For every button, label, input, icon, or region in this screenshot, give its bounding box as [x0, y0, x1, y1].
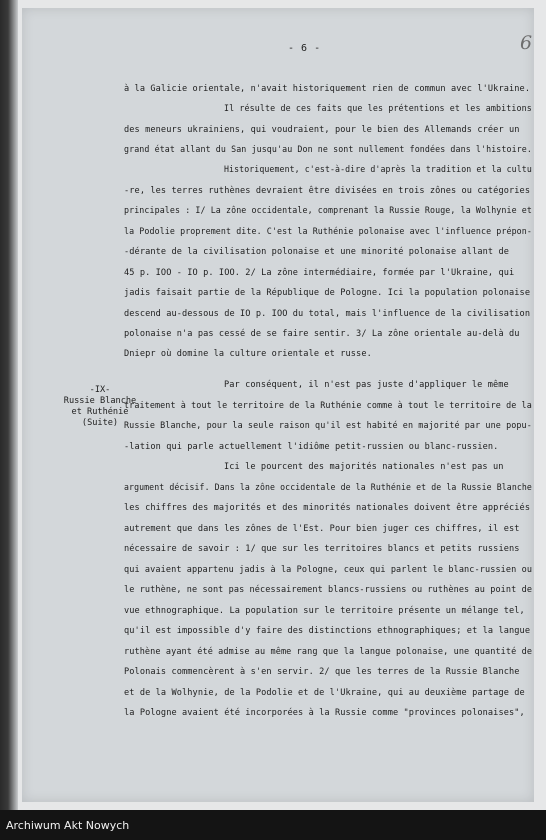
margin-note-line: -IX-	[89, 385, 111, 395]
document-page	[22, 8, 534, 802]
body-line: vue ethnographique. La population sur le territoire présente un mélange tel,	[124, 606, 525, 616]
body-line: principales : I/ La zône occidentale, comprenant la Russie Rouge, la Wolhynie et	[124, 206, 532, 216]
body-line: Polonais commencèrent à s'en servir. 2/ que les terres de la Russie Blanche	[124, 667, 520, 677]
body-line: autrement que dans les zônes de l'Est. Pour bien juger ces chiffres, il est	[124, 524, 520, 534]
body-line: -lation qui parle actuellement l'idiôme petit-russien ou blanc-russien.	[124, 442, 499, 452]
archive-name: Archiwum Akt Nowych	[6, 819, 130, 832]
body-line: Par conséquent, il n'est pas juste d'appliquer le même	[224, 380, 509, 390]
body-line: et de la Wolhynie, de la Podolie et de l'Ukraine, qui au deuxième partage de	[124, 688, 525, 698]
body-line: polonaise n'a pas cessé de se faire sentir. 3/ La zône orientale au-delà du	[124, 329, 520, 339]
margin-note-line: (Suite)	[81, 418, 119, 428]
body-line: 45 p. IOO - IO p. IOO. 2/ La zône intermédiaire, formée par l'Ukraine, qui	[124, 268, 515, 278]
body-line: argument décisif. Dans la zône occidentale de la Ruthénie et de la Russie Blanche	[124, 483, 532, 493]
body-line: traitement à tout le territoire de la Ruthénie comme à tout le territoire de la	[124, 401, 532, 411]
body-line: à la Galicie orientale, n'avait historiquement rien de commun avec l'Ukraine.	[124, 84, 531, 94]
body-line: Dniepr où domine la culture orientale et russe.	[124, 349, 372, 359]
page-number: - 6 -	[288, 43, 321, 54]
body-line: les chiffres des majorités et des minorités nationales doivent être appréciés	[124, 503, 531, 513]
body-line: le ruthène, ne sont pas nécessairement blancs-russiens ou ruthènes au point de	[124, 585, 533, 595]
handwritten-page-number: 6	[520, 32, 533, 54]
body-line: Ici le pourcent des majorités nationales n'est pas un	[224, 462, 504, 472]
body-line: Historiquement, c'est-à-dire d'après la tradition et la cultu	[224, 165, 532, 175]
body-line: la Podolie proprement dite. C'est la Ruthénie polonaise avec l'influence prépon-	[124, 227, 532, 237]
body-line: ruthène ayant été admise au même rang que la langue polonaise, une quantité de	[124, 647, 533, 657]
body-line: -dérante de la civilisation polonaise et une minorité polonaise allant de	[124, 247, 509, 257]
body-line: des meneurs ukrainiens, qui voudraient, pour le bien des Allemands créer un	[124, 125, 520, 135]
body-line: grand état allant du San jusqu'au Don ne sont nullement fondées dans l'histoire.	[124, 145, 532, 155]
margin-note-line: et Ruthénie	[71, 407, 129, 417]
body-line: nécessaire de savoir : 1/ que sur les territoires blancs et petits russiens	[124, 544, 520, 554]
body-line: Russie Blanche, pour la seule raison qu'il est habité en majorité par une popu-	[124, 421, 532, 431]
body-line: Il résulte de ces faits que les prétentions et les ambitions	[224, 104, 532, 114]
margin-note-line: Russie Blanche	[63, 396, 137, 406]
binding-strip	[0, 0, 18, 810]
body-line: la Pologne avaient été incorporées à la Russie comme "provinces polonaises",	[124, 708, 525, 718]
body-line: descend au-dessous de IO p. IOO du total, mais l'influence de la civilisation	[124, 309, 531, 319]
body-line: qu'il est impossible d'y faire des distinctions ethnographiques; et la langue	[124, 626, 531, 636]
body-line: jadis faisait partie de la République de Pologne. Ici la population polonaise	[124, 288, 531, 298]
body-line: qui avaient appartenu jadis à la Pologne, ceux qui parlent le blanc-russien ou	[124, 565, 533, 575]
body-line: -re, les terres ruthènes devraient être divisées en trois zônes ou catégories	[124, 186, 531, 196]
